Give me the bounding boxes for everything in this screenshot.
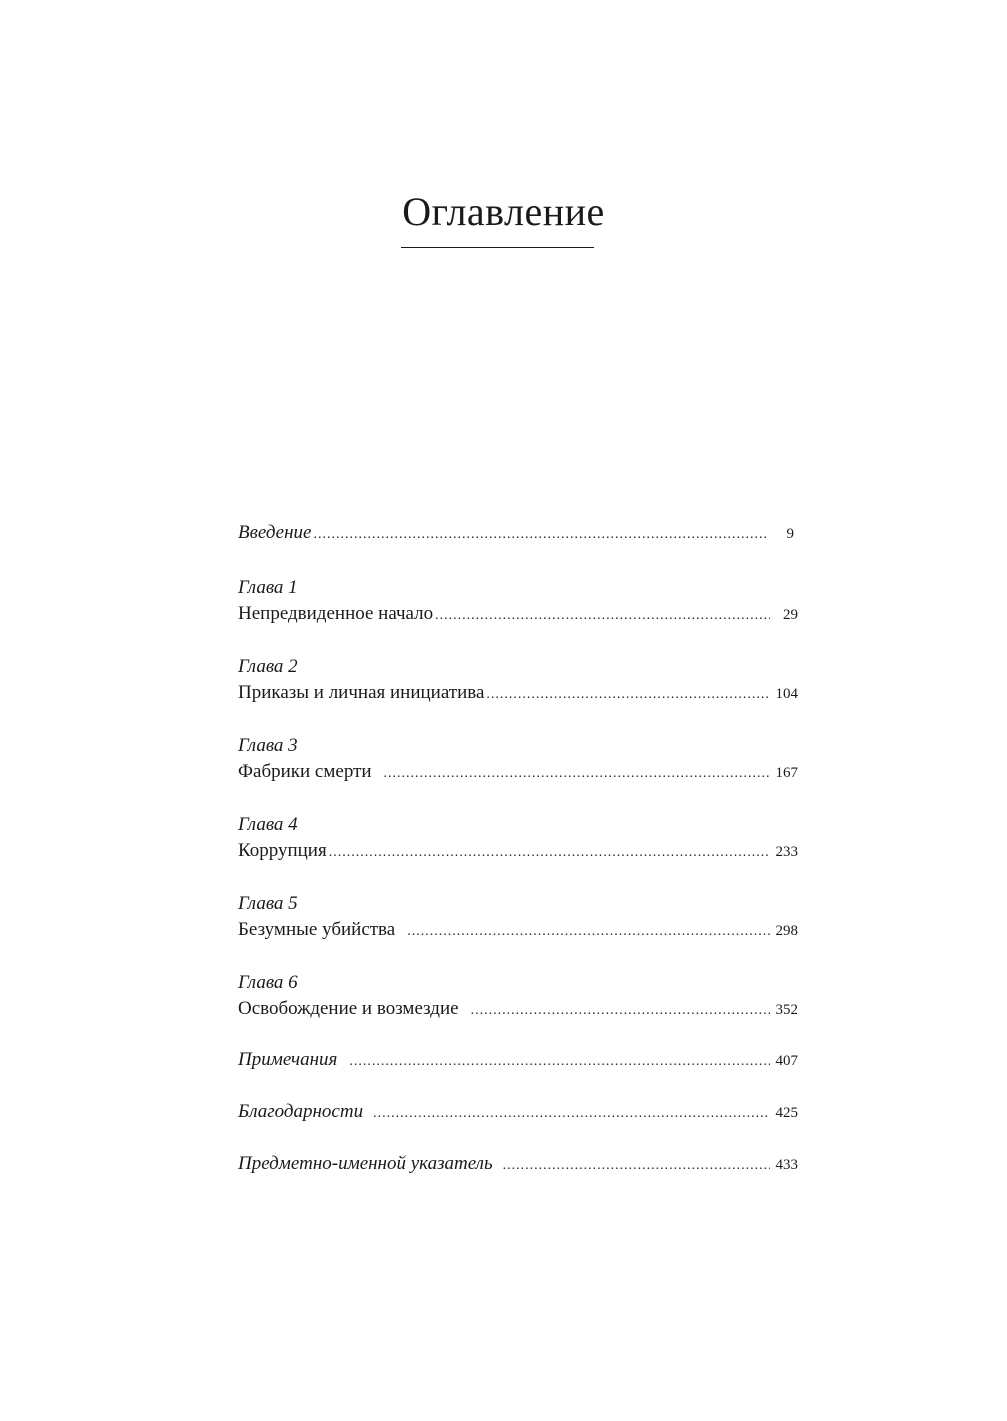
toc-page-number: 104 <box>775 686 798 702</box>
toc-entry-title: Введение <box>238 522 312 543</box>
toc-entry-title: Примечания <box>238 1049 338 1070</box>
toc-page-number: 352 <box>775 1002 798 1018</box>
toc-entry-title: Приказы и личная инициатива <box>238 682 485 703</box>
dot-leader <box>486 682 770 708</box>
chapter-label: Глава 5 <box>238 893 298 914</box>
toc-page-number: 298 <box>775 923 798 939</box>
toc-page-number: 425 <box>775 1105 798 1121</box>
toc-entry-title: Непредвиденное начало <box>238 603 434 624</box>
dot-leader <box>373 1101 770 1127</box>
toc-page-number: 433 <box>775 1157 798 1173</box>
title-underline <box>401 247 594 248</box>
dot-leader <box>313 522 766 548</box>
chapter-label: Глава 1 <box>238 577 298 598</box>
toc-entry-title: Безумные убийства <box>238 919 396 940</box>
toc-entry-chapter-3[interactable] <box>238 733 798 785</box>
toc-page-number: 29 <box>783 607 798 623</box>
dot-leader <box>349 1049 770 1075</box>
toc-entry-chapter-5[interactable] <box>238 891 798 943</box>
toc-entry-title: Предметно-именной указатель <box>238 1153 493 1174</box>
toc-entry-intro[interactable] <box>238 520 798 546</box>
dot-leader <box>329 840 770 866</box>
dot-leader <box>407 919 770 945</box>
toc-page-number: 9 <box>786 526 794 542</box>
toc-page-number: 407 <box>775 1053 798 1069</box>
toc-entry-title: Освобождение и возмездие <box>238 998 459 1019</box>
toc-entry-chapter-1[interactable] <box>238 575 798 627</box>
chapter-label: Глава 6 <box>238 972 298 993</box>
chapter-label: Глава 3 <box>238 735 298 756</box>
toc-entry-title: Благодарности <box>238 1101 364 1122</box>
chapter-label: Глава 4 <box>238 814 298 835</box>
page-title: Оглавление <box>402 189 605 234</box>
dot-leader <box>503 1153 770 1179</box>
chapter-label: Глава 2 <box>238 656 298 677</box>
toc-page-number: 167 <box>775 765 798 781</box>
toc-entry-title: Коррупция <box>238 840 327 861</box>
toc-entry-chapter-2[interactable] <box>238 654 798 706</box>
toc-entry-chapter-4[interactable] <box>238 812 798 864</box>
dot-leader <box>435 603 770 629</box>
toc-entry-acknowledgements[interactable] <box>238 1099 798 1125</box>
toc-entry-notes[interactable] <box>238 1047 798 1073</box>
toc-entry-index[interactable] <box>238 1151 798 1177</box>
dot-leader <box>384 761 770 787</box>
toc-page-number: 233 <box>775 844 798 860</box>
toc-entry-chapter-6[interactable] <box>238 970 798 1022</box>
dot-leader <box>471 998 770 1024</box>
toc-entry-title: Фабрики смерти <box>238 761 372 782</box>
